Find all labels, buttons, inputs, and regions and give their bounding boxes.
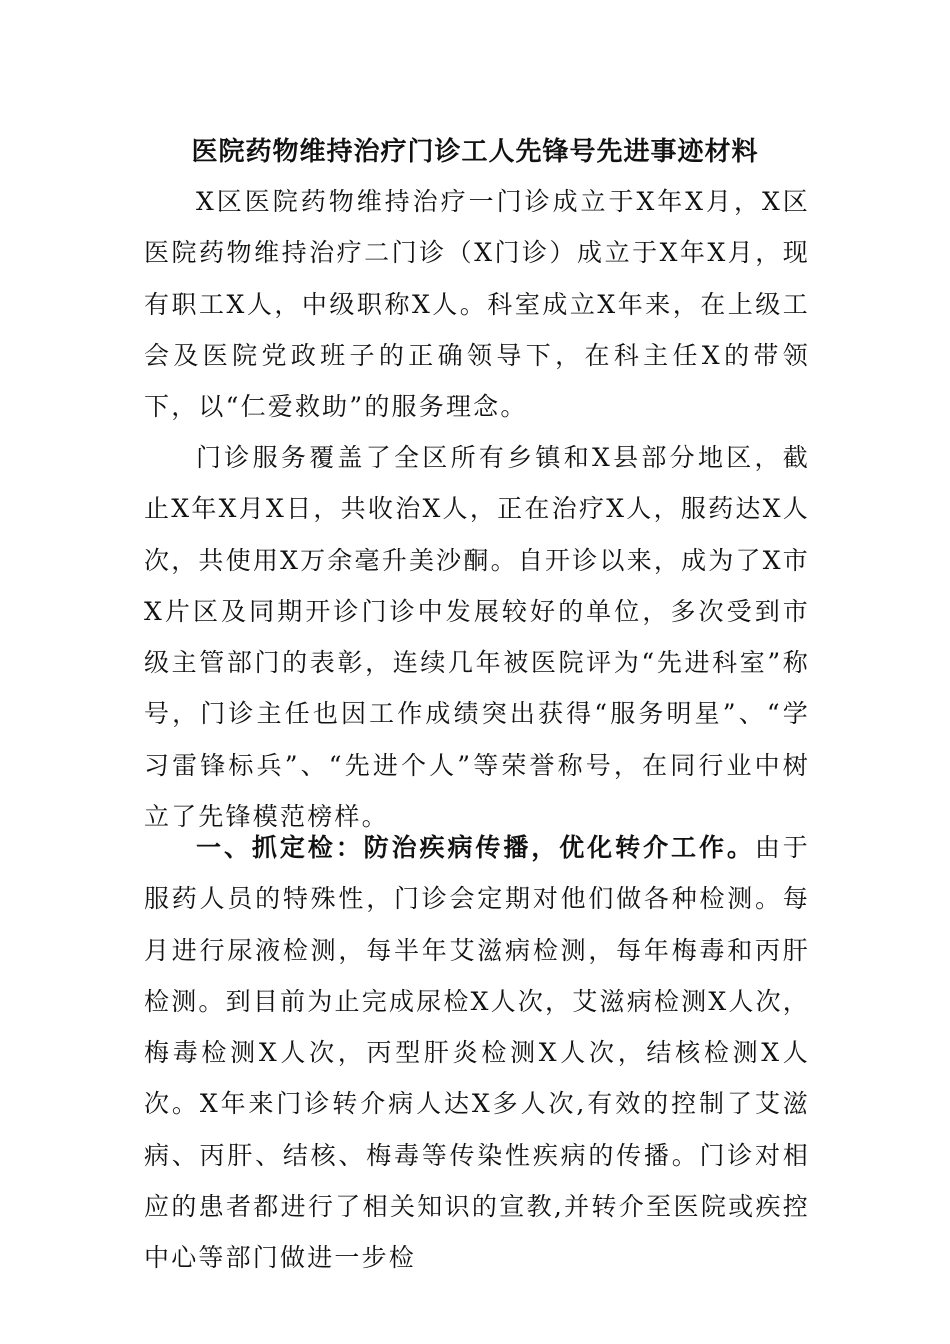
document-title: 医院药物维持治疗门诊工人先锋号先进事迹材料 bbox=[191, 137, 759, 167]
paragraph-service-coverage: 门诊服务覆盖了全区所有乡镇和X县部分地区，截止X年X月X日，共收治X人，正在治疗X人，服药达X人次，共使用X万余毫升美沙酮。自开诊以来，成为了X市X片区及同期开诊门诊中发展较好的单位，多次受到市级主管部门的表彰，连续几年被医院评为“先进科室”称号，门诊主任也因工作成绩突出获得“服务明星”、“学习雷锋标兵”、“先进个人”等荣誉称号，在同行业中树立了先锋模范榜样。 bbox=[144, 443, 810, 832]
paragraph-intro: X区医院药物维持治疗一门诊成立于X年X月，X区医院药物维持治疗二门诊（X门诊）成立于X年X月，现有职工X人，中级职称X人。科室成立X年来，在上级工会及医院党政班子的正确领导下，在科主任X的带领下，以“仁爱救助”的服务理念。 bbox=[144, 187, 810, 422]
paragraph-section-one bbox=[144, 822, 810, 1284]
section-one-heading: 一、抓定检：防治疾病传播，优化转介工作。 bbox=[196, 833, 755, 862]
section-one-body: 由于服药人员的特殊性，门诊会定期对他们做各种检测。每月进行尿液检测，每半年艾滋病检测，每年梅毒和丙肝检测。到目前为止完成尿检X人次，艾滋病检测X人次，梅毒检测X人次，丙型肝炎检测X人次，结核检测X人次。X年来门诊转介病人达X多人次,有效的控制了艾滋病、丙肝、结核、梅毒等传染性疾病的传播。门诊对相应的患者都进行了相关知识的宣教,并转介至医院或疾控中心等部门做进一步检 bbox=[144, 833, 810, 1273]
